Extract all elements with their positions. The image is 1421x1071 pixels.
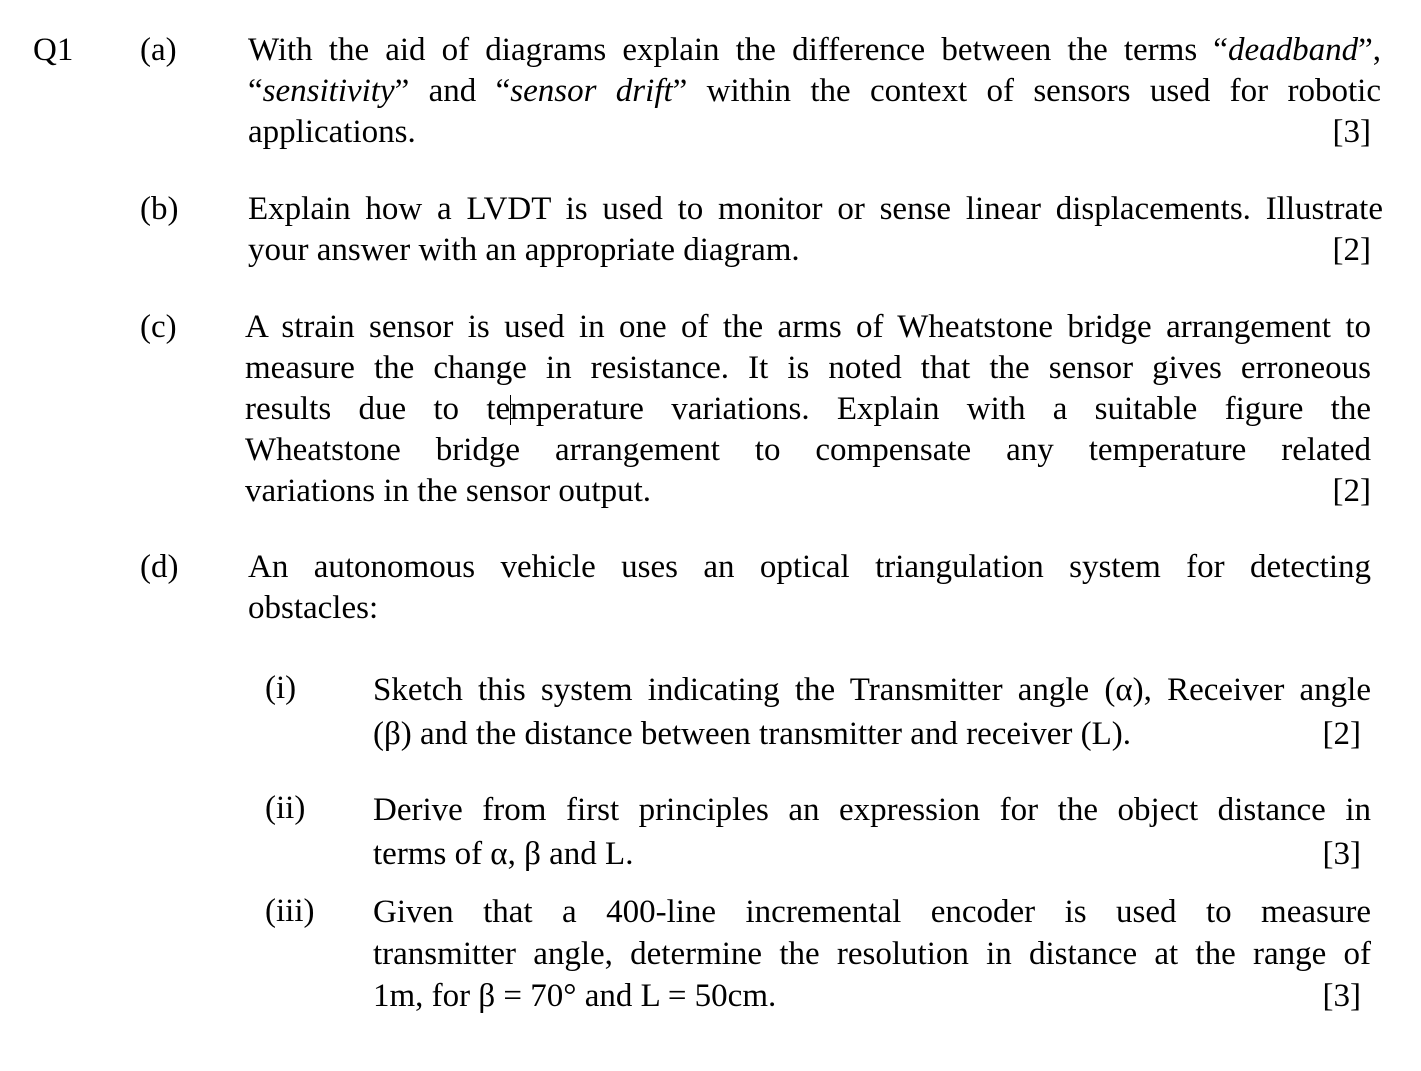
part-d-text	[248, 547, 1371, 629]
subpart-ii-text	[373, 788, 1371, 876]
subpart-i-marks: [2]	[1322, 716, 1361, 752]
part-b-text	[248, 189, 1383, 271]
subpart-ii-line-2: terms of α, β and L.	[373, 836, 634, 872]
subpart-i-label: (i)	[265, 670, 297, 706]
part-a-line-3: applications.	[248, 114, 416, 150]
part-b-line-2: your answer with an appropriate diagram.	[248, 232, 800, 268]
subpart-i-line-1: Sketch this system indicating the Transmitter angle (α), Receiver angle	[373, 672, 1371, 708]
part-d-line-2: obstacles:	[248, 590, 379, 626]
part-c-marks: [2]	[1332, 473, 1371, 509]
subpart-iii-line-2: transmitter angle, determine the resolution in distance at the range of	[373, 936, 1371, 972]
subpart-iii-line-1: Given that a 400-line incremental encoder is used to measure	[373, 894, 1371, 930]
subpart-ii-label: (ii)	[265, 790, 306, 826]
part-d-label: (d)	[140, 549, 179, 585]
subpart-iii-line-3: 1m, for β = 70° and L = 50cm.	[373, 978, 777, 1014]
subpart-iii-marks: [3]	[1322, 978, 1361, 1014]
subpart-i-text	[373, 668, 1371, 756]
part-c-line-2: measure the change in resistance. It is noted that the sensor gives erroneous	[245, 350, 1371, 386]
part-b-label: (b)	[140, 191, 179, 227]
part-c-line-3: results due to temperature variations. Explain with a suitable figure the	[245, 391, 1371, 427]
term-deadband: deadband	[1227, 32, 1359, 68]
part-c-text	[245, 307, 1371, 512]
subpart-i-line-2: (β) and the distance between transmitter and receiver (L).	[373, 716, 1132, 752]
subpart-ii-line-1: Derive from first principles an expression for the object distance in	[373, 792, 1371, 828]
part-c-line-4: Wheatstone bridge arrangement to compensate any temperature related	[245, 432, 1371, 468]
subpart-iii-text	[373, 891, 1371, 1017]
term-sensitivity: sensitivity	[262, 73, 395, 109]
subpart-ii-marks: [3]	[1322, 836, 1361, 872]
subpart-iii-label: (iii)	[265, 893, 315, 929]
part-b-line-1: Explain how a LVDT is used to monitor or sense linear displacements. Illustrate	[248, 191, 1383, 227]
term-sensor-drift: sensor drift	[510, 73, 673, 109]
part-b-marks: [2]	[1332, 232, 1371, 268]
part-a-line-2: “sensitivity” and “sensor drift” within the context of sensors used for robotic	[248, 73, 1381, 109]
part-a-label: (a)	[140, 32, 177, 68]
part-c-line-5: variations in the sensor output.	[245, 473, 652, 509]
question-number: Q1	[33, 32, 74, 68]
part-c-line-1: A strain sensor is used in one of the arms of Wheatstone bridge arrangement to	[245, 309, 1371, 345]
part-a-text	[248, 30, 1381, 153]
part-a-line-1: With the aid of diagrams explain the difference between the terms “deadband”,	[248, 32, 1381, 68]
part-a-marks: [3]	[1332, 114, 1371, 150]
part-d-line-1: An autonomous vehicle uses an optical triangulation system for detecting	[248, 549, 1371, 585]
part-c-label: (c)	[140, 309, 177, 345]
